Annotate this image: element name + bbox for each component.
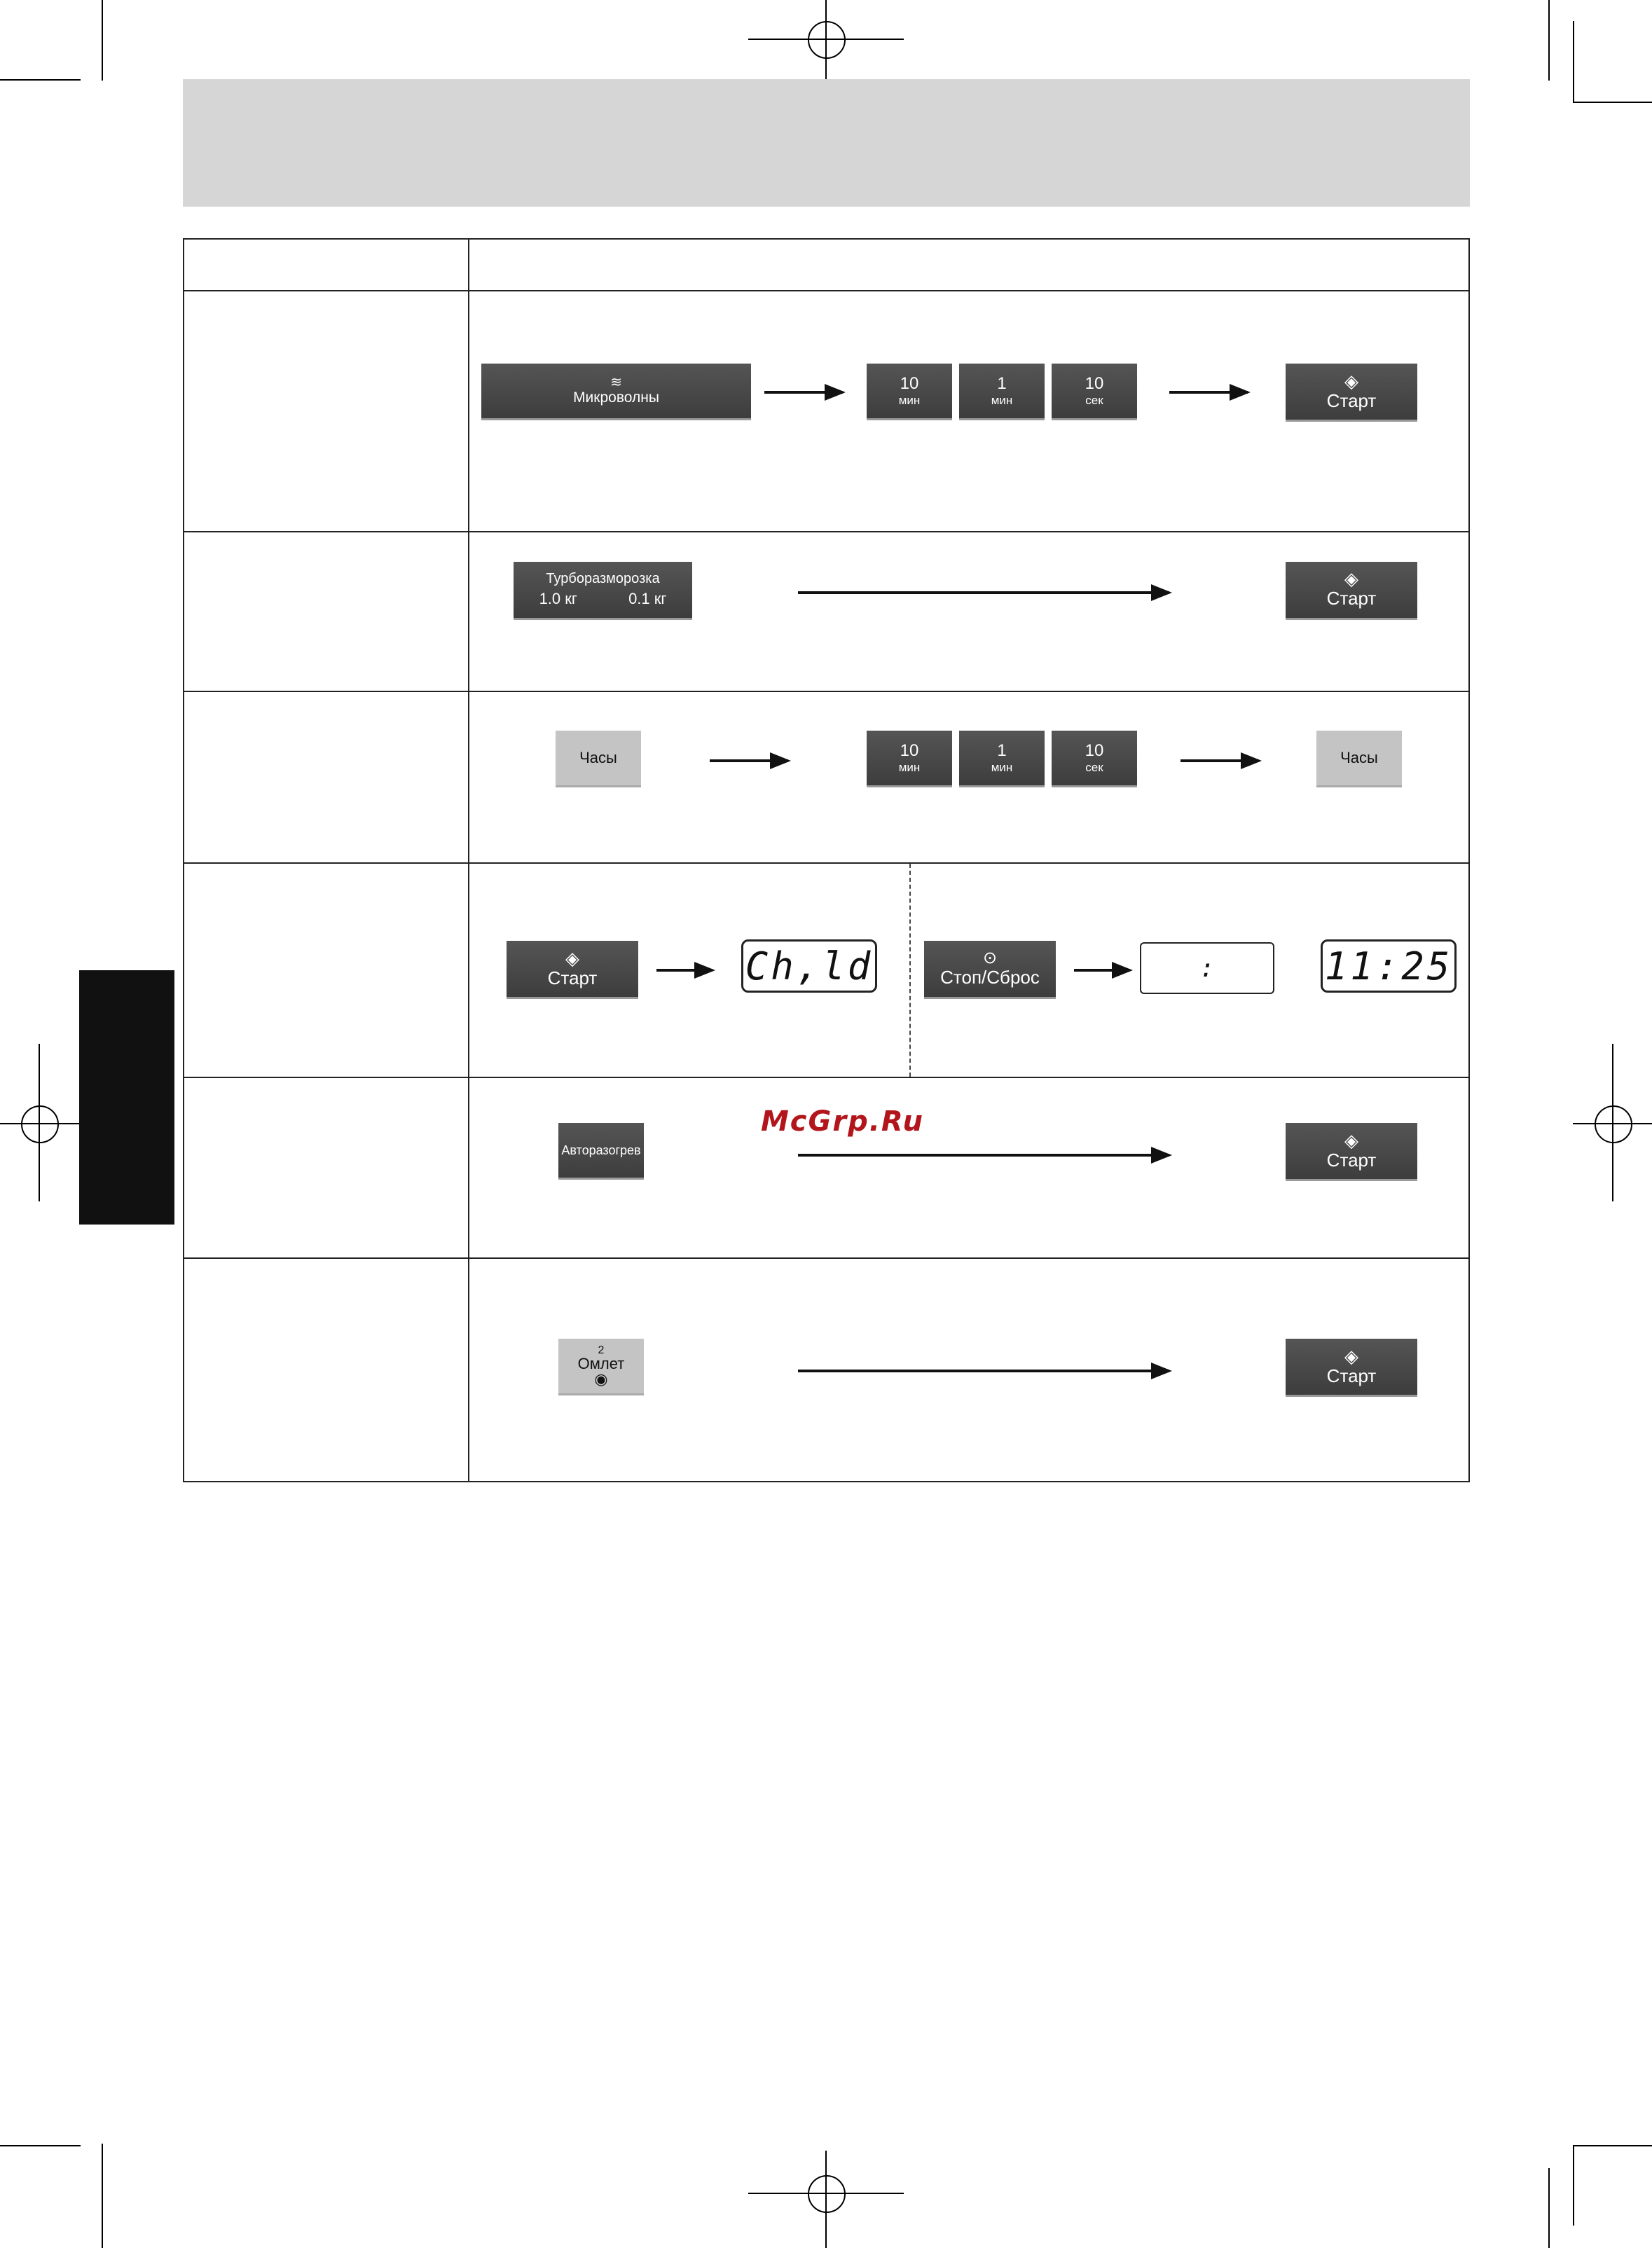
- start-icon: ◈: [1344, 1129, 1358, 1151]
- turbo-weights: 1.0 кг 0.1 кг: [539, 590, 667, 608]
- crop-mark: [748, 39, 904, 40]
- section-side-tab: [79, 970, 174, 1225]
- turbo-defrost-button[interactable]: Турборазморозка 1.0 кг 0.1 кг: [514, 562, 692, 618]
- header-cell-right: [469, 239, 1469, 291]
- arrow: [1074, 969, 1130, 972]
- row-clock: [469, 691, 1469, 863]
- row-label-cell: [184, 291, 469, 532]
- start-icon: ◈: [1344, 1345, 1358, 1367]
- arrow: [656, 969, 713, 972]
- microwave-icon: ≋: [610, 375, 622, 391]
- time-button-10min[interactable]: 10 мин: [867, 364, 952, 418]
- start-button[interactable]: ◈ Старт: [1286, 1339, 1417, 1395]
- row-auto-reheat: [469, 1077, 1469, 1258]
- row-label-cell: [184, 691, 469, 863]
- clock-button[interactable]: Часы: [556, 731, 641, 785]
- row-label-cell: [184, 863, 469, 1077]
- omelet-icon: ◉: [594, 1370, 608, 1388]
- crop-mark: [0, 1123, 81, 1124]
- arrow: [798, 591, 1169, 594]
- crop-mark: [1573, 2145, 1574, 2226]
- display-child: Ch,ld: [741, 939, 877, 993]
- registration-mark: [808, 21, 846, 59]
- start-button[interactable]: ◈ Старт: [1286, 562, 1417, 618]
- crop-mark: [102, 2144, 103, 2248]
- start-button[interactable]: ◈ Старт: [507, 941, 638, 997]
- row-omelet: [469, 1258, 1469, 1482]
- row-label-cell: [184, 1258, 469, 1482]
- arrow: [1169, 391, 1248, 394]
- arrow: [798, 1370, 1169, 1372]
- stop-reset-button[interactable]: ⊙ Стоп/Сброс: [924, 941, 1056, 997]
- row-label-cell: [184, 1077, 469, 1258]
- crop-mark: [1548, 2168, 1550, 2248]
- registration-mark: [1595, 1105, 1632, 1143]
- microwave-button[interactable]: ≋ Микроволны: [481, 364, 751, 418]
- crop-mark: [1573, 102, 1652, 103]
- display-blank: :: [1140, 942, 1274, 994]
- start-icon: ◈: [1344, 370, 1358, 392]
- arrow: [1181, 759, 1259, 762]
- display-time: 11:25: [1321, 939, 1457, 993]
- crop-mark: [825, 2151, 827, 2248]
- row-label-cell: [184, 532, 469, 691]
- arrow: [798, 1154, 1169, 1157]
- crop-mark: [1548, 0, 1550, 81]
- registration-mark: [21, 1105, 59, 1143]
- header-cell-left: [184, 239, 469, 291]
- operations-table: [183, 238, 1470, 1482]
- row-turbo-defrost: [469, 532, 1469, 691]
- crop-mark: [1573, 21, 1574, 102]
- dashed-divider: [909, 864, 911, 1077]
- start-icon: ◈: [1344, 568, 1358, 590]
- time-button-10min[interactable]: 10 мин: [867, 731, 952, 785]
- clock-button[interactable]: Часы: [1316, 731, 1402, 785]
- start-button[interactable]: ◈ Старт: [1286, 1123, 1417, 1179]
- crop-mark: [748, 2193, 904, 2194]
- crop-mark: [0, 2145, 81, 2146]
- row-microwave: [469, 291, 1469, 532]
- row-child-lock: [469, 863, 1469, 1077]
- start-button[interactable]: ◈ Старт: [1286, 364, 1417, 420]
- crop-mark: [102, 0, 103, 81]
- header-band: [183, 79, 1470, 207]
- time-button-1min[interactable]: 1 мин: [959, 364, 1045, 418]
- crop-mark: [1573, 2145, 1652, 2146]
- auto-reheat-button[interactable]: Авторазогрев: [558, 1123, 644, 1178]
- arrow: [710, 759, 788, 762]
- registration-mark: [808, 2175, 846, 2213]
- time-button-10sec[interactable]: 10 сек: [1052, 731, 1137, 785]
- time-button-10sec[interactable]: 10 сек: [1052, 364, 1137, 418]
- arrow: [764, 391, 843, 394]
- watermark: McGrp.Ru: [761, 1105, 924, 1138]
- crop-mark: [0, 79, 81, 81]
- crop-mark: [1573, 1123, 1652, 1124]
- omelet-button[interactable]: 2 Омлет ◉: [558, 1339, 644, 1393]
- stop-icon: ⊙: [982, 948, 998, 967]
- time-button-1min[interactable]: 1 мин: [959, 731, 1045, 785]
- start-icon: ◈: [565, 947, 579, 969]
- crop-mark: [825, 0, 827, 81]
